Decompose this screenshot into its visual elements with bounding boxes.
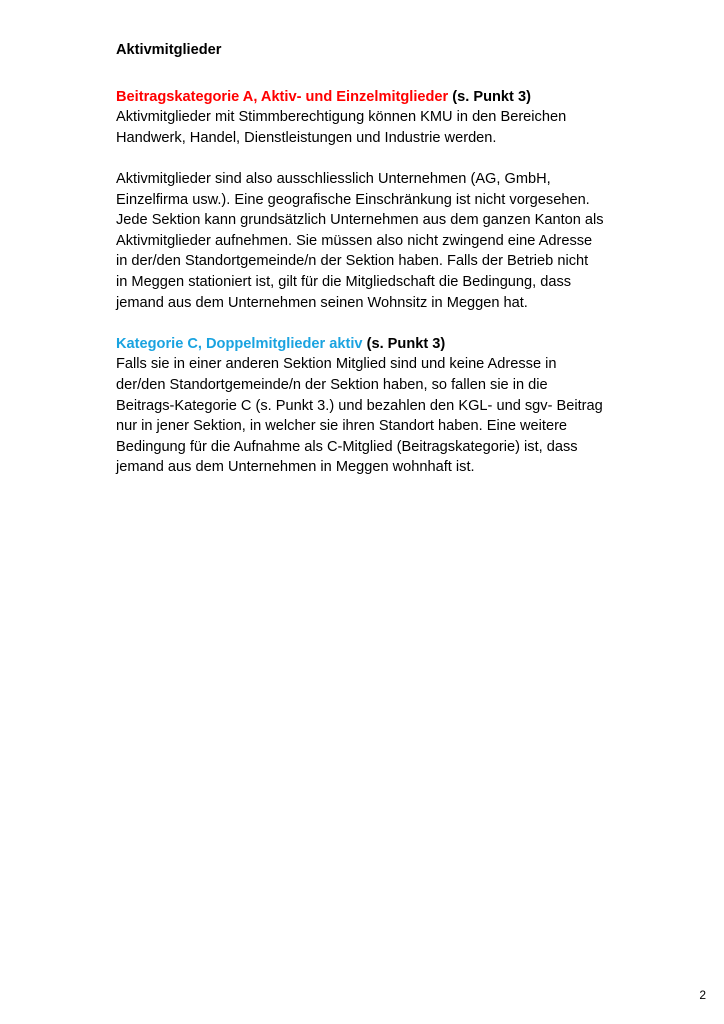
section-a-ref: (s. Punkt 3)	[452, 88, 531, 105]
section-gap	[116, 313, 646, 334]
paragraph-line: Aktivmitglieder sind also ausschliesslich Unternehmen (AG, GmbH,	[116, 170, 551, 187]
page-heading: Aktivmitglieder	[116, 42, 222, 58]
paragraph-line: Beitrags-Kategorie C (s. Punkt 3.) und bezahlen den KGL- und sgv- Beitrag	[116, 397, 603, 414]
section-category-a	[116, 87, 646, 314]
section-a-title-line	[116, 87, 646, 108]
paragraph-line: Aktivmitglieder mit Stimmberechtigung können KMU in den Bereichen	[116, 109, 567, 126]
paragraph-line: Handwerk, Handel, Dienstleistungen und Industrie werden.	[116, 129, 497, 146]
paragraph-line: Jede Sektion kann grundsätzlich Unternehmen aus dem ganzen Kanton als	[116, 212, 604, 229]
section-a-title: Beitragskategorie A, Aktiv- und Einzelmitglieder	[116, 88, 449, 105]
paragraph-line: Bedingung für die Aufnahme als C-Mitglied (Beitragskategorie) ist, dass	[116, 438, 578, 455]
paragraph-line: in der/den Standortgemeinde/n der Sektion haben. Falls der Betrieb nicht	[116, 253, 589, 270]
paragraph-line: Aktivmitglieder aufnehmen. Sie müssen also nicht zwingend eine Adresse	[116, 232, 593, 249]
paragraph-line: jemand aus dem Unternehmen in Meggen wohnhaft ist.	[116, 459, 475, 476]
paragraph-line: Falls sie in einer anderen Sektion Mitglied sind und keine Adresse in	[116, 356, 557, 373]
section-c-title: Kategorie C, Doppelmitglieder aktiv	[116, 335, 363, 352]
section-c-title-line	[116, 334, 646, 355]
section-category-c	[116, 334, 646, 478]
paragraph-line: in Meggen stationiert ist, gilt für die Mitgliedschaft die Bedingung, dass	[116, 273, 572, 290]
paragraph-line: jemand aus dem Unternehmen seinen Wohnsitz in Meggen hat.	[116, 294, 528, 311]
paragraph-line: Einzelfirma usw.). Eine geografische Einschränkung ist nicht vorgesehen.	[116, 191, 590, 208]
paragraph-gap	[116, 148, 646, 169]
paragraph-line: nur in jener Sektion, in welcher sie ihren Standort haben. Eine weitere	[116, 418, 568, 435]
section-c-ref: (s. Punkt 3)	[366, 335, 446, 352]
page-number: 2	[699, 988, 706, 1002]
document-page	[116, 40, 646, 478]
paragraph-line: der/den Standortgemeinde/n der Sektion haben, so fallen sie in die	[116, 376, 548, 393]
